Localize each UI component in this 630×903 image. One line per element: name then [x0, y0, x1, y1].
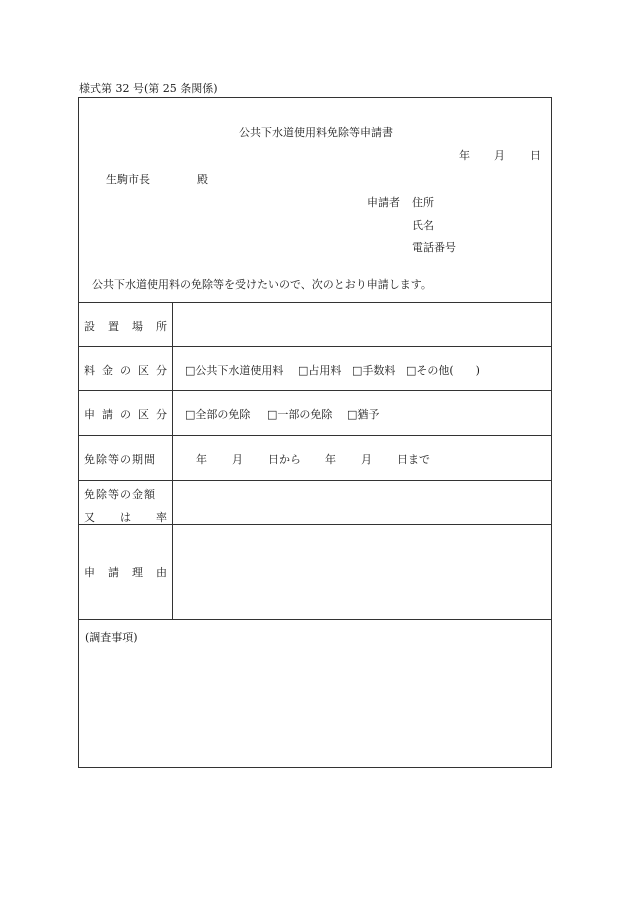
- date-year: 年: [459, 149, 470, 162]
- option-partial-exemption[interactable]: □一部の免除: [267, 408, 333, 421]
- amount-label-line2: 又 は 率: [84, 511, 167, 524]
- application-form-frame: [78, 97, 552, 768]
- location-label: 設 置 場 所: [84, 320, 167, 333]
- reason-field[interactable]: [173, 525, 550, 618]
- table-divider: [79, 435, 551, 436]
- period-end-day: 日まで: [397, 453, 430, 466]
- fee-option-sewer-usage[interactable]: □公共下水道使用料: [185, 364, 284, 377]
- date-month: 月: [494, 149, 505, 162]
- period-end-year: 年: [325, 453, 336, 466]
- amount-field[interactable]: [173, 481, 550, 523]
- period-start-month: 月: [232, 453, 243, 466]
- fee-option-occupancy[interactable]: □占用料: [298, 364, 342, 377]
- period-label: 免除等の期間: [84, 453, 156, 466]
- applicant-label: 申請者: [367, 196, 400, 209]
- table-divider: [79, 346, 551, 347]
- amount-label-line1: 免除等の金額: [84, 488, 156, 501]
- fee-type-label: 料 金 の 区 分: [84, 364, 167, 377]
- application-type-label: 申 請 の 区 分: [84, 408, 167, 421]
- reason-label: 申 請 理 由: [84, 566, 167, 579]
- table-divider: [79, 619, 551, 620]
- investigation-notes-label: (調査事項): [85, 631, 138, 644]
- date-day: 日: [530, 149, 541, 162]
- applicant-address-label: 住所: [412, 196, 434, 209]
- period-end-month: 月: [361, 453, 372, 466]
- form-number: 様式第 32 号(第 25 条関係): [79, 82, 218, 95]
- period-start-year: 年: [196, 453, 207, 466]
- applicant-name-label: 氏名: [412, 219, 434, 232]
- location-field[interactable]: [173, 303, 550, 345]
- addressee-honorific: 殿: [197, 173, 208, 186]
- option-full-exemption[interactable]: □全部の免除: [185, 408, 251, 421]
- option-deferral[interactable]: □猶予: [347, 408, 380, 421]
- fee-option-other[interactable]: □その他( ): [406, 364, 480, 377]
- fee-option-handling[interactable]: □手数料: [352, 364, 396, 377]
- application-statement: 公共下水道使用料の免除等を受けたいので、次のとおり申請します。: [92, 278, 432, 291]
- period-start-day: 日から: [268, 453, 301, 466]
- addressee-name: 生駒市長: [106, 173, 150, 186]
- form-title: 公共下水道使用料免除等申請書: [239, 126, 393, 139]
- table-divider: [79, 390, 551, 391]
- applicant-phone-label: 電話番号: [412, 241, 456, 254]
